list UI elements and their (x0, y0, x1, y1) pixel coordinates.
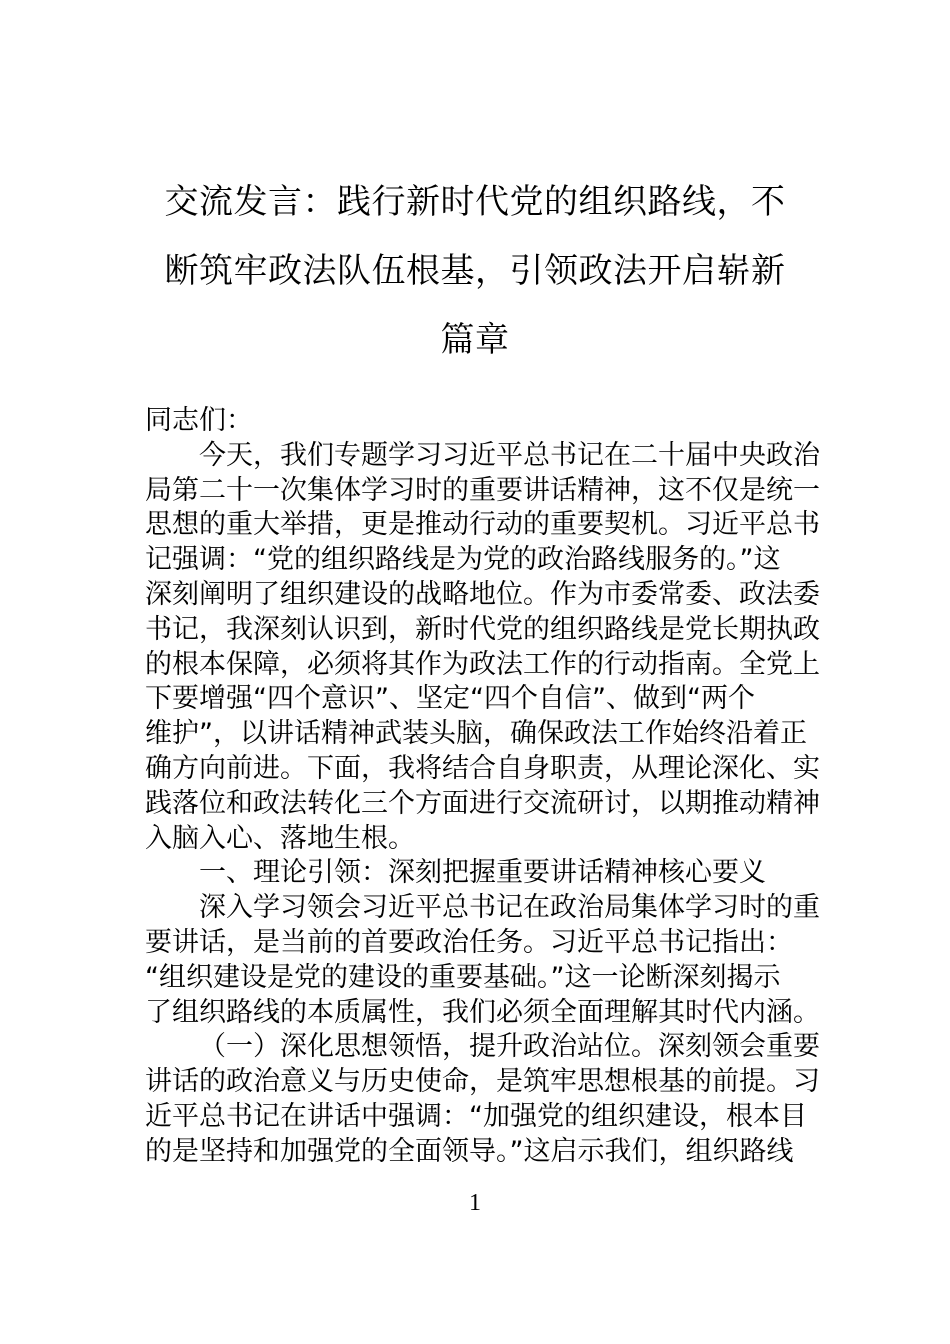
paragraph-line: 书记，我深刻认识到，新时代党的组织路线是党长期执政 (145, 613, 820, 645)
paragraph-line: 讲话的政治意义与历史使命，是筑牢思想根基的前提。习 (145, 1066, 820, 1098)
paragraph-line: 的根本保障，必须将其作为政法工作的行动指南。全党上 (145, 648, 820, 680)
paragraph-line: 近平总书记在讲话中强调：“加强党的组织建设，根本目 (145, 1100, 807, 1132)
paragraph-line: 局第二十一次集体学习时的重要讲话精神，这不仅是统一 (145, 474, 820, 506)
paragraph-line: 的是坚持和加强党的全面领导。”这启示我们，组织路线 (145, 1135, 794, 1167)
salutation: 同志们： (145, 405, 253, 436)
paragraph-line: 深入学习领会习近平总书记在政治局集体学习时的重 (199, 892, 820, 924)
paragraph-line: 下要增强“四个意识”、坚定“四个自信”、做到“两个 (145, 683, 755, 715)
document-body (145, 404, 820, 1170)
paragraph-line: 维护”，以讲话精神武装头脑，确保政法工作始终沿着正 (145, 718, 807, 750)
paragraph-line: 确方向前进。下面，我将结合自身职责，从理论深化、实 (145, 752, 820, 784)
paragraph-line: （一）深化思想领悟，提升政治站位。深刻领会重要 (199, 1031, 820, 1063)
title-line: 交流发言：践行新时代党的组织路线，不 (164, 182, 786, 222)
paragraph-line: 今天，我们专题学习习近平总书记在二十届中央政治 (199, 439, 820, 471)
paragraph-line: 践落位和政法转化三个方面进行交流研讨，以期推动精神 (145, 787, 820, 819)
document-title (140, 168, 810, 375)
paragraph-line: 了组织路线的本质属性，我们必须全面理解其时代内涵。 (145, 996, 820, 1028)
paragraph-line: 深刻阐明了组织建设的战略地位。作为市委常委、政法委 (145, 578, 820, 610)
paragraph-line: “组织建设是党的建设的重要基础。”这一论断深刻揭示 (145, 961, 781, 993)
paragraph-line: 记强调：“党的组织路线是为党的政治路线服务的。”这 (145, 544, 781, 576)
section-heading: 一、理论引领：深刻把握重要讲话精神核心要义 (199, 857, 766, 889)
paragraph-line: 入脑入心、落地生根。 (145, 822, 415, 854)
title-line: 篇章 (440, 320, 510, 360)
paragraph-line: 要讲话，是当前的首要政治任务。习近平总书记指出： (145, 926, 793, 958)
page-number: 1 (469, 1190, 481, 1216)
title-line: 断筑牢政法队伍根基，引领政法开启崭新 (164, 251, 786, 291)
paragraph-line: 思想的重大举措，更是推动行动的重要契机。习近平总书 (145, 509, 820, 541)
